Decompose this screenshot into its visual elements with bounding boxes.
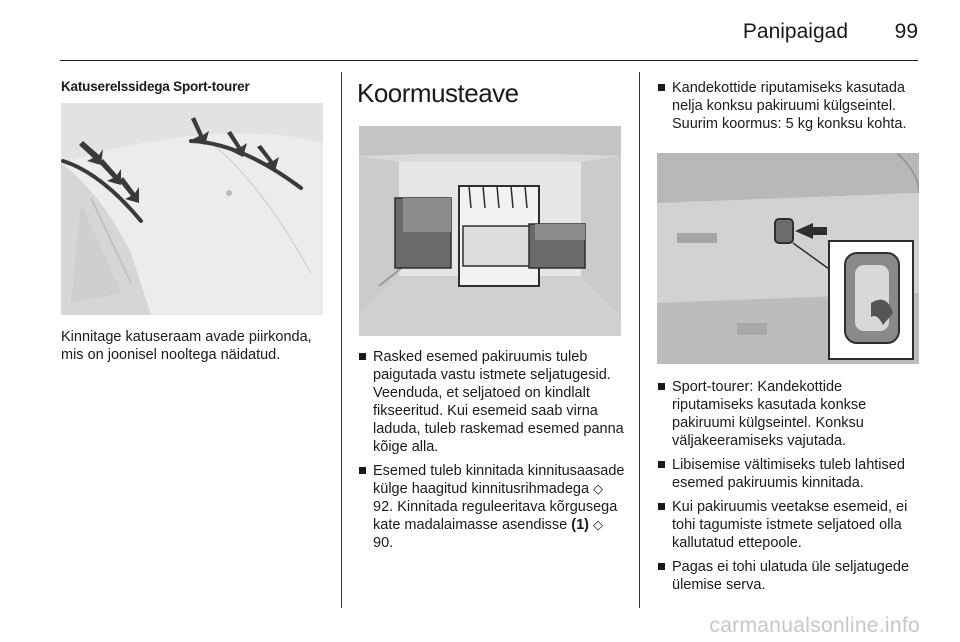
list-item: Pagas ei tohi ulatuda üle seljatugede ülemise serva. — [658, 558, 924, 594]
page-header — [0, 0, 960, 62]
column-divider-left — [341, 72, 342, 608]
hooks-bullet-list — [658, 79, 924, 139]
list-item — [359, 462, 627, 552]
bag-hook-illustration — [657, 153, 919, 364]
section-title: Koormusteave — [357, 78, 519, 108]
list-item: Kui pakiruumis veetakse esemeid, ei tohi tagumiste istmete seljatoed olla kallutatud ettepoole. — [658, 498, 924, 552]
safety-bullet-list — [658, 378, 924, 600]
list-item-text: . Kinnitada reguleeritava kõrgusega kate madalaimasse asendisse — [373, 499, 618, 533]
page-reference-link[interactable]: 90 — [373, 535, 390, 551]
header-divider — [60, 60, 918, 61]
watermark: carmanualsonline.info — [709, 614, 920, 637]
page-reference-link[interactable]: 92 — [373, 499, 390, 515]
roof-rails-subheading: Katuserelssidega Sport-tourer — [61, 79, 250, 94]
list-item: Kandekottide riputamiseks kasutada nelja konksu pakiruumi külgseintel. Suurim koormus: 5 kg konksu kohta. — [658, 79, 924, 133]
luggage-compartment-illustration — [359, 126, 621, 336]
list-item: Rasked esemed pakiruumis tuleb paigutada vastu istmete seljatugesid. Veenduda, et seljatoed on kindlalt fikseeritud. Kui esemeid saab virna laduda, tuleb raskemad esemed panna kõige alla. — [359, 348, 627, 456]
reference-arrow-icon: ◇ — [593, 517, 604, 532]
callout-number: (1) — [571, 517, 590, 533]
loading-bullet-list — [359, 348, 627, 558]
list-item: Libisemise vältimiseks tuleb lahtised esemed pakiruumis kinnitada. — [658, 456, 924, 492]
roof-rails-text: Kinnitage katuseraam avade piirkonda, mis on joonisel nooltega näidatud. — [61, 329, 312, 363]
page-title: Panipaigad — [742, 20, 848, 43]
reference-arrow-icon: ◇ — [593, 481, 604, 496]
page-number: 99 — [894, 20, 918, 43]
column-divider-right — [639, 72, 640, 608]
list-item-text: Esemed tuleb kinnitada kinnitusaasade külge haagitud kinnitusrihmadega — [373, 463, 625, 497]
list-item: Sport-tourer: Kandekottide riputamiseks kasutada konkse pakiruumi külgseintel. Konksu väljakeeramiseks vajutada. — [658, 378, 924, 450]
roof-rails-illustration — [61, 103, 323, 315]
list-item-text: . — [389, 535, 394, 551]
